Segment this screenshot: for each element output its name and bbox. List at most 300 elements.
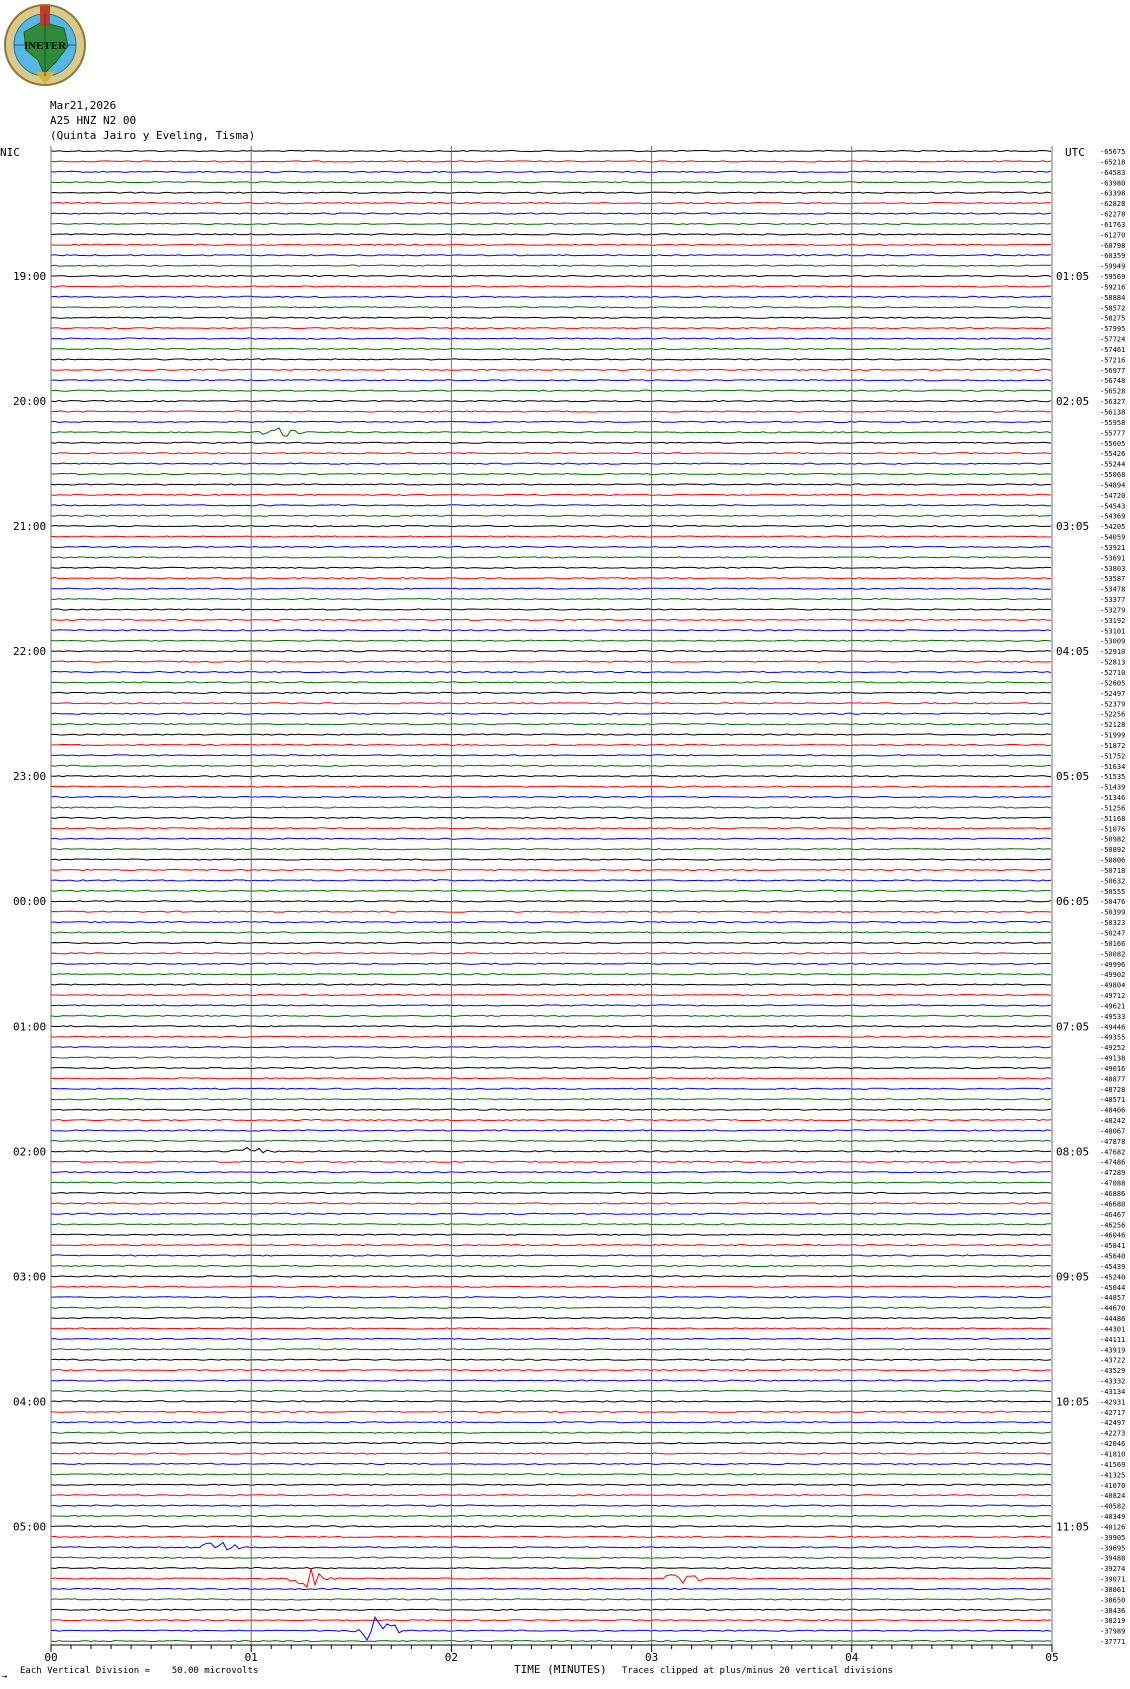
trace-line (51, 671, 1051, 672)
trace-offset-label: -42046 (1100, 1440, 1126, 1449)
trace-line (51, 922, 1051, 923)
trace-offset-label: -55958 (1100, 418, 1126, 427)
trace-line (51, 265, 1051, 266)
trace-offset-label: -52910 (1100, 648, 1126, 657)
trace-offset-label: -47088 (1100, 1179, 1126, 1188)
trace-line (51, 192, 1051, 193)
trace-line (51, 942, 1051, 943)
trace-line (51, 1536, 1051, 1537)
left-hour-label: 05:00 (13, 1520, 47, 1534)
trace-line (51, 223, 1051, 224)
trace-line (51, 1317, 1051, 1318)
trace-offset-label: -62278 (1100, 210, 1126, 219)
trace-line (51, 776, 1051, 777)
trace-offset-label: -47486 (1100, 1158, 1126, 1167)
trace-line (51, 807, 1051, 808)
trace-line (51, 1130, 1051, 1131)
trace-offset-label: -58884 (1100, 293, 1126, 302)
trace-offset-label: -39071 (1100, 1575, 1126, 1584)
trace-offset-label: -37771 (1100, 1638, 1126, 1647)
trace-line (51, 1569, 1051, 1587)
trace-line (51, 1422, 1051, 1423)
trace-line (51, 994, 1051, 995)
trace-line (51, 1109, 1051, 1110)
trace-line (51, 1515, 1051, 1516)
trace-line (51, 1297, 1051, 1298)
trace-line (51, 1203, 1051, 1204)
left-time-labels (13, 270, 46, 1533)
trace-line (51, 1474, 1051, 1475)
trace-offset-label: -39274 (1100, 1565, 1126, 1574)
trace-offset-label: -55244 (1100, 460, 1126, 469)
trace-line (51, 1370, 1051, 1371)
trace-line (51, 213, 1051, 214)
trace-offset-label: -43134 (1100, 1387, 1126, 1396)
trace-offset-label: -61763 (1100, 220, 1126, 229)
trace-offset-label: -49712 (1100, 992, 1126, 1001)
trace-offset-label: -40126 (1100, 1523, 1126, 1532)
trace-offset-label: -44857 (1100, 1294, 1126, 1303)
trace-offset-label: -53803 (1100, 564, 1126, 573)
trace-line (51, 1495, 1051, 1496)
trace-line (51, 796, 1051, 797)
trace-offset-label: -52813 (1100, 658, 1126, 667)
trace-line (51, 619, 1051, 620)
trace-line (51, 1015, 1051, 1016)
trace-offset-label: -58275 (1100, 314, 1126, 323)
trace-offset-label: -55426 (1100, 450, 1126, 459)
scale-note: Each Vertical Division = 50.00 microvolts (20, 1666, 259, 1676)
trace-line (51, 765, 1051, 766)
trace-offset-label: -52128 (1100, 721, 1126, 730)
trace-offset-label: -51872 (1100, 741, 1126, 750)
trace-line (51, 1349, 1051, 1350)
trace-line (51, 880, 1051, 881)
trace-line (51, 1078, 1051, 1079)
trace-offset-label: -49355 (1100, 1033, 1126, 1042)
trace-line (51, 1265, 1051, 1266)
left-hour-label: 23:00 (13, 770, 47, 784)
trace-line (51, 1276, 1051, 1277)
trace-line (51, 828, 1051, 829)
x-axis-title: TIME (MINUTES) (514, 1663, 607, 1676)
trace-line (51, 786, 1051, 787)
trace-offset-label: -44670 (1100, 1304, 1126, 1313)
trace-line (51, 588, 1051, 589)
right-hour-label: 08:05 (1056, 1145, 1090, 1159)
trace-line (51, 1338, 1051, 1339)
trace-line (51, 505, 1051, 506)
trace-line (51, 661, 1051, 662)
trace-offset-label: -44301 (1100, 1325, 1126, 1334)
trace-line (51, 428, 1051, 436)
trace-line (51, 494, 1051, 495)
trace-offset-label: -65675 (1100, 148, 1126, 156)
trace-offset-label: -56748 (1100, 377, 1126, 386)
trace-offset-label: -56327 (1100, 398, 1126, 407)
trace-offset-label: -51999 (1100, 731, 1126, 740)
trace-offset-label: -40582 (1100, 1502, 1126, 1511)
trace-offset-label: -40349 (1100, 1513, 1126, 1522)
x-tick-label: 00 (44, 1651, 58, 1665)
trace-line (51, 974, 1051, 975)
right-hour-label: 10:05 (1056, 1395, 1090, 1409)
trace-offset-label: -46467 (1100, 1210, 1126, 1219)
trace-offset-label: -61270 (1100, 231, 1126, 240)
trace-line (51, 203, 1051, 204)
trace-line (51, 1148, 1051, 1153)
trace-offset-label: -44486 (1100, 1315, 1126, 1324)
trace-line (51, 1526, 1051, 1527)
trace-offset-label: -57461 (1100, 345, 1126, 354)
trace-offset-label: -49138 (1100, 1054, 1126, 1063)
trace-line (51, 1088, 1051, 1089)
trace-offset-label: -51535 (1100, 773, 1126, 782)
trace-offset-label: -56528 (1100, 387, 1126, 396)
trace-offset-label: -38861 (1100, 1585, 1126, 1594)
trace-line (51, 1484, 1051, 1485)
trace-line (51, 1620, 1051, 1621)
trace-line (51, 1192, 1051, 1193)
trace-line (51, 1005, 1051, 1006)
trace-line (51, 296, 1051, 297)
trace-line (51, 1245, 1051, 1246)
trace-line (51, 609, 1051, 610)
left-hour-label: 00:00 (13, 895, 47, 909)
trace-line (51, 1067, 1051, 1068)
trace-offset-label: -53009 (1100, 637, 1126, 646)
trace-line (51, 286, 1051, 287)
trace-offset-label: -51256 (1100, 804, 1126, 813)
trace-offset-label: -43722 (1100, 1356, 1126, 1365)
trace-offset-label: -51076 (1100, 825, 1126, 834)
trace-line (51, 307, 1051, 308)
x-tick-label: 03 (644, 1651, 659, 1665)
trace-offset-label: -45841 (1100, 1242, 1126, 1251)
trace-line (51, 1057, 1051, 1058)
trace-offset-label: -52710 (1100, 669, 1126, 677)
trace-offset-label: -37989 (1100, 1627, 1126, 1636)
trace-line (51, 1380, 1051, 1381)
trace-offset-label: -52379 (1100, 700, 1126, 709)
trace-offset-label: -39905 (1100, 1533, 1126, 1542)
trace-offset-label: -45044 (1100, 1283, 1126, 1292)
left-hour-label: 02:00 (13, 1145, 47, 1159)
trace-offset-label: -41325 (1100, 1471, 1126, 1480)
trace-line (51, 734, 1051, 735)
trace-line (51, 963, 1051, 964)
minute-gridlines (51, 146, 1052, 1645)
trace-line (51, 401, 1051, 402)
left-hour-label: 20:00 (13, 395, 47, 409)
trace-offset-label: -38436 (1100, 1606, 1126, 1615)
trace-line (51, 338, 1051, 339)
trace-offset-label: -44111 (1100, 1335, 1126, 1344)
trace-offset-label: -50166 (1100, 939, 1126, 948)
trace-line (51, 744, 1051, 745)
trace-offset-label: -49016 (1100, 1064, 1126, 1073)
trace-offset-label: -59949 (1100, 262, 1126, 271)
trace-line (51, 557, 1051, 558)
trace-line (51, 953, 1051, 954)
trace-offset-label: -46886 (1100, 1190, 1126, 1198)
trace-line (51, 1161, 1051, 1162)
trace-line (51, 317, 1051, 318)
trace-line (51, 1568, 1051, 1569)
right-zone-label: UTC (1065, 146, 1085, 159)
left-hour-label: 01:00 (13, 1020, 47, 1034)
trace-line (51, 380, 1051, 381)
trace-offset-label: -52256 (1100, 710, 1126, 719)
trace-offset-label: -51346 (1100, 794, 1126, 803)
logo-text: INETER (23, 40, 67, 52)
trace-offset-label: -49804 (1100, 981, 1126, 990)
trace-offset-label: -48406 (1100, 1106, 1126, 1115)
scale-arrow: → (2, 1672, 8, 1682)
trace-line (51, 1307, 1051, 1308)
right-hour-label: 11:05 (1056, 1520, 1090, 1534)
trace-line (51, 713, 1051, 714)
trace-offset-label: -49621 (1100, 1002, 1126, 1011)
right-hour-label: 06:05 (1056, 895, 1090, 909)
trace-line (51, 255, 1051, 256)
left-hour-label: 03:00 (13, 1270, 47, 1284)
x-tick-label: 01 (244, 1651, 258, 1665)
trace-offset-label: -57995 (1100, 325, 1126, 334)
x-tick-label: 02 (444, 1651, 459, 1665)
trace-offset-label: -42497 (1100, 1419, 1126, 1428)
right-hour-label: 09:05 (1056, 1270, 1090, 1284)
x-tick-label: 05 (1045, 1651, 1059, 1665)
trace-offset-label: -49533 (1100, 1012, 1126, 1021)
trace-offset-label: -40824 (1100, 1492, 1126, 1501)
trace-line (51, 1588, 1051, 1589)
trace-line (51, 328, 1051, 329)
trace-line (51, 234, 1051, 235)
trace-line (51, 692, 1051, 693)
trace-line (51, 724, 1051, 725)
trace-offset-label: -41569 (1100, 1460, 1126, 1469)
trace-offset-label: -50892 (1100, 846, 1126, 855)
trace-offset-label: -51634 (1100, 762, 1126, 771)
trace-offset-label: -46046 (1100, 1231, 1126, 1240)
right-hour-label: 04:05 (1056, 645, 1090, 659)
left-hour-label: 04:00 (13, 1395, 47, 1409)
trace-offset-label: -52497 (1100, 689, 1126, 698)
trace-offset-label: -51752 (1100, 752, 1126, 761)
trace-line (51, 275, 1051, 276)
trace-offset-label: -42717 (1100, 1408, 1126, 1417)
right-hour-label: 03:05 (1056, 520, 1090, 534)
trace-offset-label: -54543 (1100, 502, 1126, 511)
left-hour-label: 21:00 (13, 520, 47, 534)
trace-line (51, 484, 1051, 485)
x-tick-label: 04 (845, 1651, 859, 1665)
right-hour-label: 07:05 (1056, 1020, 1090, 1034)
trace-line (51, 1234, 1051, 1235)
left-hour-label: 22:00 (13, 645, 47, 659)
trace-offset-label: -53587 (1100, 575, 1126, 584)
trace-offset-labels (1100, 148, 1125, 1646)
trace-offset-label: -47289 (1100, 1169, 1126, 1178)
trace-offset-label: -43919 (1100, 1346, 1126, 1355)
trace-line (51, 817, 1051, 818)
trace-line (51, 755, 1051, 756)
trace-line (51, 171, 1051, 172)
trace-line (51, 1047, 1051, 1048)
trace-line (51, 1099, 1051, 1100)
trace-offset-label: -47682 (1100, 1148, 1126, 1157)
trace-line (51, 901, 1051, 902)
trace-line (51, 1172, 1051, 1173)
trace-offset-label: -49902 (1100, 971, 1126, 980)
trace-line (51, 1286, 1051, 1287)
trace-offset-label: -55777 (1100, 429, 1126, 438)
trace-offset-label: -38650 (1100, 1596, 1126, 1605)
trace-line (51, 150, 1051, 151)
trace-offset-label: -55068 (1100, 471, 1126, 480)
trace-offset-label: -46680 (1100, 1200, 1126, 1209)
trace-offset-label: -63980 (1100, 179, 1126, 188)
trace-line (51, 1557, 1051, 1558)
trace-line (51, 161, 1051, 162)
trace-offset-label: -49446 (1100, 1023, 1126, 1032)
trace-offset-label: -51168 (1100, 814, 1126, 823)
trace-offset-label: -59569 (1100, 273, 1126, 282)
trace-line (51, 640, 1051, 641)
trace-offset-label: -55605 (1100, 439, 1126, 448)
trace-line (51, 703, 1051, 704)
trace-offset-label: -47878 (1100, 1137, 1126, 1146)
trace-offset-label: -59216 (1100, 283, 1126, 292)
trace-offset-label: -46256 (1100, 1221, 1126, 1230)
trace-offset-label: -50718 (1100, 866, 1126, 875)
trace-line (51, 1641, 1051, 1642)
trace-offset-label: -57216 (1100, 356, 1126, 365)
trace-line (51, 984, 1051, 985)
left-zone-label: NIC (0, 146, 20, 159)
right-hour-label: 02:05 (1056, 395, 1090, 409)
trace-offset-label: -56138 (1100, 408, 1126, 417)
trace-offset-label: -48242 (1100, 1117, 1126, 1126)
trace-offset-label: -60798 (1100, 241, 1126, 250)
trace-line (51, 1213, 1051, 1214)
trace-offset-label: -63398 (1100, 189, 1126, 198)
trace-offset-label: -41810 (1100, 1450, 1126, 1459)
right-time-labels (1056, 270, 1089, 1533)
trace-line (51, 1390, 1051, 1391)
trace-line (51, 453, 1051, 454)
trace-offset-label: -50247 (1100, 929, 1126, 938)
trace-offset-label: -49996 (1100, 960, 1126, 969)
trace-line (51, 1036, 1051, 1037)
trace-offset-label: -52605 (1100, 679, 1126, 688)
trace-offset-label: -56977 (1100, 366, 1126, 375)
trace-line (51, 578, 1051, 579)
station-code: A25 HNZ N2 00 (50, 114, 137, 127)
trace-offset-label: -45240 (1100, 1273, 1126, 1282)
trace-offset-label: -50632 (1100, 877, 1126, 886)
trace-offset-label: -50323 (1100, 919, 1126, 928)
trace-line (51, 932, 1051, 933)
x-axis (44, 1645, 1058, 1664)
trace-offset-label: -39488 (1100, 1554, 1126, 1563)
trace-offset-label: -53691 (1100, 554, 1126, 563)
trace-offset-label: -50982 (1100, 835, 1126, 844)
trace-line (51, 838, 1051, 839)
trace-offset-label: -65218 (1100, 158, 1126, 167)
trace-offset-label: -60359 (1100, 252, 1126, 261)
trace-offset-label: -48571 (1100, 1096, 1126, 1105)
trace-line (51, 849, 1051, 850)
seismic-traces (51, 150, 1051, 1641)
trace-line (51, 1255, 1051, 1256)
trace-line (51, 359, 1051, 360)
trace-offset-label: -49252 (1100, 1044, 1126, 1053)
trace-offset-label: -50555 (1100, 887, 1126, 896)
trace-line (51, 390, 1051, 391)
trace-line (51, 1026, 1051, 1027)
trace-offset-label: -53279 (1100, 606, 1126, 615)
trace-line (51, 463, 1051, 464)
trace-line (51, 1543, 1051, 1550)
trace-offset-label: -53101 (1100, 627, 1126, 636)
trace-line (51, 859, 1051, 860)
trace-line (51, 1411, 1051, 1412)
trace-line (51, 682, 1051, 683)
trace-line (51, 1359, 1051, 1360)
right-hour-label: 01:05 (1056, 270, 1090, 284)
trace-line (51, 1182, 1051, 1183)
trace-offset-label: -57724 (1100, 335, 1126, 344)
trace-offset-label: -48728 (1100, 1085, 1126, 1094)
trace-offset-label: -64583 (1100, 168, 1126, 177)
trace-offset-label: -43529 (1100, 1367, 1126, 1376)
trace-offset-label: -48067 (1100, 1127, 1126, 1136)
trace-line (51, 1599, 1051, 1600)
trace-line (51, 244, 1051, 245)
trace-line (51, 1401, 1051, 1402)
trace-line (51, 1224, 1051, 1225)
trace-offset-label: -45439 (1100, 1262, 1126, 1271)
trace-offset-label: -42931 (1100, 1398, 1126, 1407)
trace-offset-label: -41070 (1100, 1481, 1126, 1490)
trace-line (51, 182, 1051, 183)
trace-line (51, 651, 1051, 652)
trace-line (51, 1432, 1051, 1433)
clip-note: Traces clipped at plus/minus 20 vertical divisions (622, 1666, 893, 1676)
trace-offset-label: -43332 (1100, 1377, 1126, 1386)
trace-offset-label: -54059 (1100, 533, 1126, 542)
trace-line (51, 1463, 1051, 1464)
trace-line (51, 526, 1051, 527)
left-hour-label: 19:00 (13, 270, 47, 284)
trace-line (51, 1140, 1051, 1141)
trace-line (51, 369, 1051, 370)
trace-offset-label: -42273 (1100, 1429, 1126, 1438)
right-hour-label: 05:05 (1056, 770, 1090, 784)
trace-offset-label: -53478 (1100, 585, 1126, 594)
trace-offset-label: -39695 (1100, 1544, 1126, 1553)
trace-offset-label: -58572 (1100, 304, 1126, 313)
trace-offset-label: -53921 (1100, 543, 1126, 552)
trace-line (51, 1443, 1051, 1444)
trace-offset-label: -54369 (1100, 512, 1126, 521)
trace-offset-label: -62828 (1100, 200, 1126, 209)
trace-line (51, 515, 1051, 516)
trace-offset-label: -45640 (1100, 1252, 1126, 1261)
trace-line (51, 1609, 1051, 1610)
